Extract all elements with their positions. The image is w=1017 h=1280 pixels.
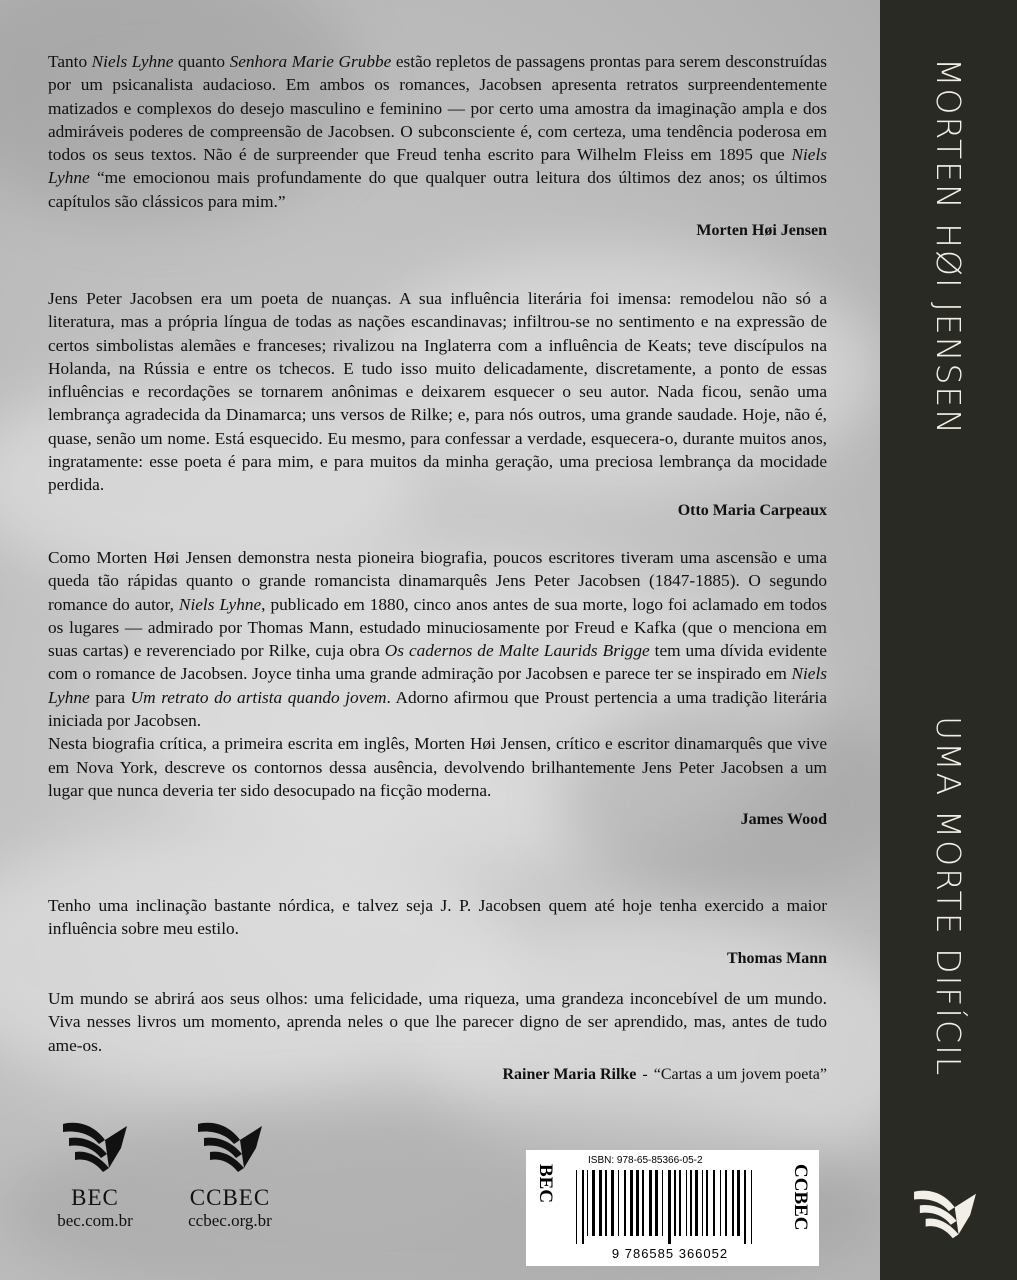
bec-logo-icon xyxy=(59,1118,131,1180)
text-run: estão repletos de passagens prontas para serem desconstruídas por um psicanalista audacioso. Em ambos os romances, Jacobsen apresenta retratos surpreendentemente matizados e complexos do desejo masculino e feminino — por certo uma amostra da imaginação ampla e dos admiráveis poderes de compreensão de Jacobsen. O subconsciente é, com certeza, uma tendência poderosa em todos os seus textos. Não é de surpreender que Freud tenha escrito para Wilhelm Fleiss em 1895 que xyxy=(48,52,827,165)
publisher-emblem-icon xyxy=(910,1186,980,1246)
barcode-bar xyxy=(679,1170,681,1236)
barcode-bar xyxy=(582,1170,584,1244)
publisher-name: BEC xyxy=(71,1185,119,1210)
quote-author: Thomas Mann xyxy=(726,949,827,967)
quote-text xyxy=(48,287,827,497)
barcode-bar xyxy=(576,1170,577,1244)
barcode-digits: 9 786585 366052 xyxy=(611,1246,729,1261)
italic-title: Senhora Marie Grubbe xyxy=(229,52,392,71)
barcode-bar xyxy=(611,1170,614,1236)
quote-text xyxy=(48,546,827,732)
publisher-name: CCBEC xyxy=(189,1185,271,1210)
italic-title: Os cadernos de Malte Laurids Brigge xyxy=(384,641,650,661)
book-spine xyxy=(880,0,1017,1280)
text-run: tem uma dívida evidente com o romance de Jacobsen. Joyce tinha uma grande admiração por Jacobsen e parece ter se inspirado em xyxy=(48,641,827,684)
quote-block xyxy=(48,50,827,242)
quote-block xyxy=(48,894,827,970)
spine-author xyxy=(880,58,1017,436)
italic-title: Niels Lyhne xyxy=(48,145,827,188)
quote-author: Rainer Maria Rilke xyxy=(502,1065,637,1083)
quote-block xyxy=(48,546,827,832)
quote-text xyxy=(48,50,827,213)
barcode-right-label: CCBEC xyxy=(790,1164,811,1231)
barcode-bar xyxy=(605,1170,607,1236)
barcode-bar xyxy=(713,1170,715,1236)
barcode-bar xyxy=(706,1170,708,1236)
barcode-bar xyxy=(624,1170,626,1236)
quote-block xyxy=(48,287,827,522)
ccbec-logo-icon xyxy=(194,1118,266,1180)
quote-attribution xyxy=(48,1063,827,1086)
spine-title-text: UMA MORTE DIFÍCIL xyxy=(929,716,968,1078)
text-run: . Adorno afirmou que Proust pertencia a uma tradição literária iniciada por Jacobsen. xyxy=(48,687,827,731)
publisher-url: bec.com.br xyxy=(57,1211,133,1230)
publisher-url: ccbec.org.br xyxy=(188,1211,272,1230)
quote-text xyxy=(48,894,827,941)
text-run: “me emocionou mais profundamente do que qualquer outra leitura dos últimos dez anos; os últimos capítulos são clássicos para mim.” xyxy=(48,168,827,211)
barcode-bar xyxy=(655,1170,658,1236)
barcode-bar xyxy=(702,1170,703,1236)
barcode-bar xyxy=(668,1170,671,1244)
text-run: Nesta biografia crítica, a primeira escrita em inglês, Morten Høi Jensen, crítico e escritor dinamarquês que vive em Nova York, descreve os contornos dessa ausência, devolvendo brilhantemente Jens Peter Jacobsen a um lugar que nunca deveria ter sido desocupado na ficção moderna. xyxy=(48,734,827,800)
italic-title: Niels Lyhne xyxy=(48,664,827,707)
isbn-label: ISBN: 978-65-85366-05-2 xyxy=(588,1155,703,1166)
text-run: , publicado em 1880, cinco anos antes de sua morte, logo foi aclamado em todos os lugares — admirado por Thomas Mann, estudado minuciosamente por Freud e Kafka (que o menciona em suas cartas) e reverenciado por Rilke, cuja obra xyxy=(48,594,827,661)
barcode-bar xyxy=(725,1170,727,1236)
italic-title: Um retrato do artista quando jovem xyxy=(130,687,387,707)
attribution-separator: - xyxy=(642,1065,648,1083)
text-run: Tenho uma inclinação bastante nórdica, e talvez seja J. P. Jacobsen quem até hoje tenha exercido a maior influência sobre meu estilo. xyxy=(48,896,827,939)
quote-text xyxy=(48,987,827,1057)
spine-author-text: MORTEN HØI JENSEN xyxy=(929,58,968,436)
text-run: Jens Peter Jacobsen era um poeta de nuanças. A sua influência literária foi imensa: remodelou não só a literatura, mas a própria língua de todas as nações escandinavas; infiltrou-se no sentimento e na expressão de certos simbolistas alemães e franceses; rivalizou na Inglaterra com a influência de Keats; teve discípulos na Holanda, na Rússia e entre os tchecos. E tudo isso muito delicadamente, discretamente, a ponto de essas influências e recordações se tornarem anônimas e deixarem esquecer o seu autor. Nada ficou, senão uma lembrança agradecida da Dinamarca; uns versos de Rilke; e, para nós outros, uma grande saudade. Hoje, não é, quase, senão um nome. Está esquecido. Eu mesmo, para confessar a verdade, esquecera-o, durante muitos anos, ingratamente: esse poeta é para mim, e para muitos da minha geração, uma preciosa lembrança da mocidade perdida. xyxy=(48,289,827,495)
barcode-bar xyxy=(744,1170,746,1244)
publisher-logo-ccbec xyxy=(170,1118,290,1231)
barcode-bar xyxy=(695,1170,698,1236)
quote-author: James Wood xyxy=(740,811,827,829)
text-run: para xyxy=(89,687,131,707)
barcode-bar xyxy=(618,1170,619,1236)
barcode-bar xyxy=(674,1170,676,1236)
barcode-bar xyxy=(636,1170,639,1236)
text-run: Tanto xyxy=(48,52,92,71)
italic-title: Niels Lyhne xyxy=(178,594,262,614)
italic-title: Niels Lyhne xyxy=(91,52,174,71)
barcode-bar xyxy=(751,1170,752,1244)
barcode-bar xyxy=(737,1170,740,1236)
barcode-bar xyxy=(662,1170,663,1236)
barcode-bar xyxy=(732,1170,734,1236)
quote-block xyxy=(48,987,827,1086)
barcode-bar xyxy=(720,1170,721,1236)
barcode-bar xyxy=(649,1170,652,1236)
spine-title xyxy=(880,716,1017,1077)
quote-text-continued xyxy=(48,732,827,802)
barcode-bar xyxy=(686,1170,687,1236)
text-run: Um mundo se abrirá aos seus olhos: uma felicidade, uma riqueza, uma grandeza inconcebível de um mundo. Viva nesses livros um momento, aprenda neles o que lhe parecer digno de ser aprendido, mas, antes de tudo ame-os. xyxy=(48,989,827,1055)
text-run: Como Morten Høi Jensen demonstra nesta pioneira biografia, poucos escritores tiveram uma ascensão e uma queda tão rápidas quanto o grande romancista dinamarquês Jens Peter Jacobsen (1847-1885). O segundo romance do autor, xyxy=(48,548,827,614)
barcode-bar xyxy=(630,1170,633,1236)
barcode-bar xyxy=(599,1170,602,1236)
barcode-bar xyxy=(592,1170,595,1236)
quote-author: Otto Maria Carpeaux xyxy=(677,501,827,519)
publisher-logo-bec xyxy=(40,1118,150,1231)
barcode-bar xyxy=(587,1170,588,1236)
barcode-bar xyxy=(690,1170,692,1236)
quote-source: “Cartas a um jovem poeta” xyxy=(653,1065,827,1083)
barcode-bar xyxy=(642,1170,644,1236)
barcode-box xyxy=(526,1150,819,1266)
text-run: quanto xyxy=(173,52,230,71)
barcode-left-label: BEC xyxy=(535,1164,556,1204)
barcode-bars xyxy=(572,1170,768,1244)
quote-author: Morten Høi Jensen xyxy=(696,222,827,240)
